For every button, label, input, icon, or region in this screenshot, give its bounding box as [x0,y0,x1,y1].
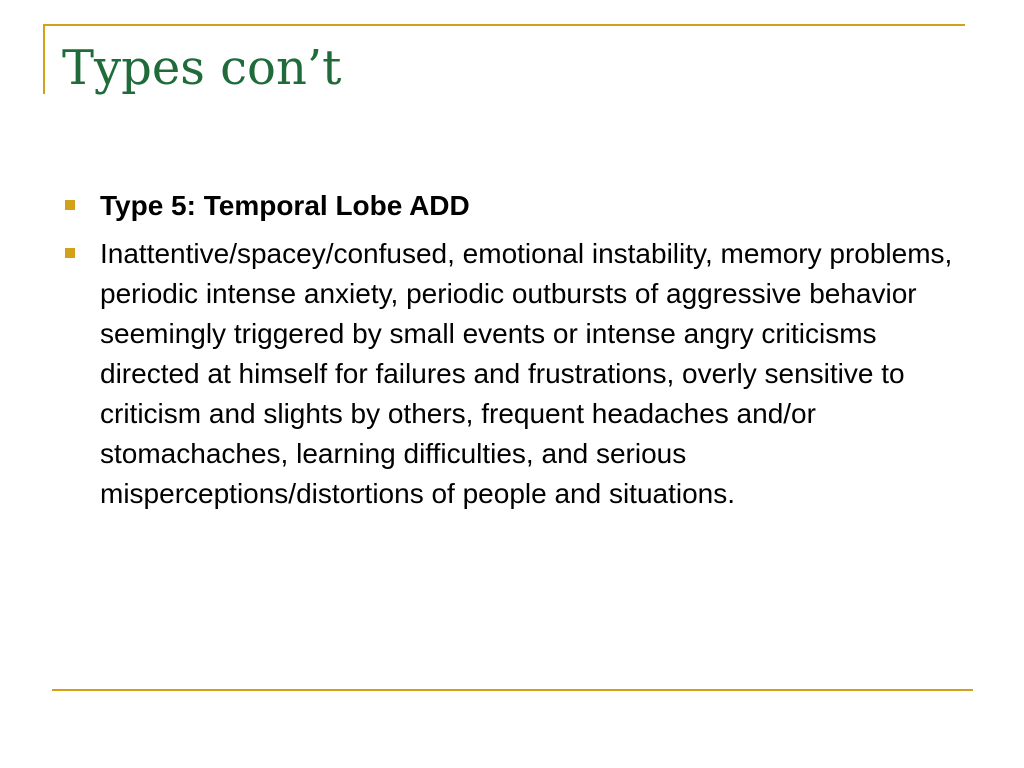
frame-top-rule [43,24,965,26]
frame-bottom-rule [52,689,973,691]
square-bullet-icon [65,200,75,210]
frame-left-rule [43,24,45,94]
bullet-item-symptoms [62,234,962,514]
bullet-text: Type 5: Temporal Lobe ADD [100,190,470,221]
bullet-item-type-5 [62,186,962,226]
bullet-text: Inattentive/spacey/confused, emotional instability, memory problems, periodic intense anxiety, periodic outbursts of aggressive behavior seemingly triggered by small events or intense angry criticisms directed at himself for failures and frustrations, overly sensitive to criticism and slights by others, frequent headaches and/or stomachaches, learning difficulties, and serious misperceptions/distortions of people and situations. [100,238,953,509]
square-bullet-icon [65,248,75,258]
slide-title: Types con’t [62,40,342,96]
bullet-list [62,186,962,522]
